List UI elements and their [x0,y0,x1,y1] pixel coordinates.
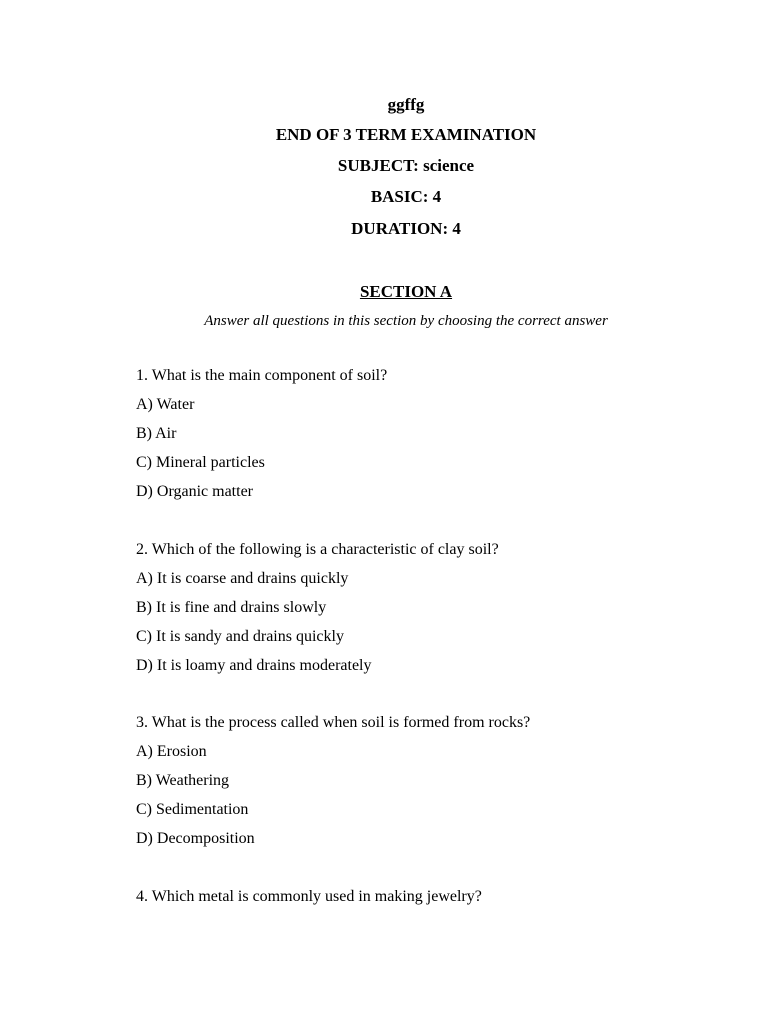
duration-line: DURATION: 4 [351,219,461,238]
option-c: C) Sedimentation [136,801,249,818]
question-text: 2. Which of the following is a characteristic of clay soil? [136,541,499,558]
option-c: C) Mineral particles [136,454,265,471]
option-c: C) It is sandy and drains quickly [136,628,344,645]
section-title: SECTION A [359,282,453,301]
section-instructions: Answer all questions in this section by choosing the correct answer [204,313,608,329]
option-d: D) It is loamy and drains moderately [136,657,372,674]
option-b: B) Air [136,425,177,442]
question-text: 1. What is the main component of soil? [136,367,388,384]
option-a: A) It is coarse and drains quickly [136,570,349,587]
exam-title: END OF 3 TERM EXAMINATION [275,125,537,144]
basic-line: BASIC: 4 [370,187,442,206]
question-text: 3. What is the process called when soil is formed from rocks? [136,714,531,731]
option-a: A) Water [136,396,195,413]
question-text: 4. Which metal is commonly used in making jewelry? [136,888,482,905]
option-b: B) Weathering [136,772,230,789]
option-b: B) It is fine and drains slowly [136,599,327,616]
option-a: A) Erosion [136,743,207,760]
option-d: D) Decomposition [136,830,255,847]
subject-line: SUBJECT: science [337,156,475,175]
school-name: ggffg [387,95,425,114]
option-d: D) Organic matter [136,483,253,500]
